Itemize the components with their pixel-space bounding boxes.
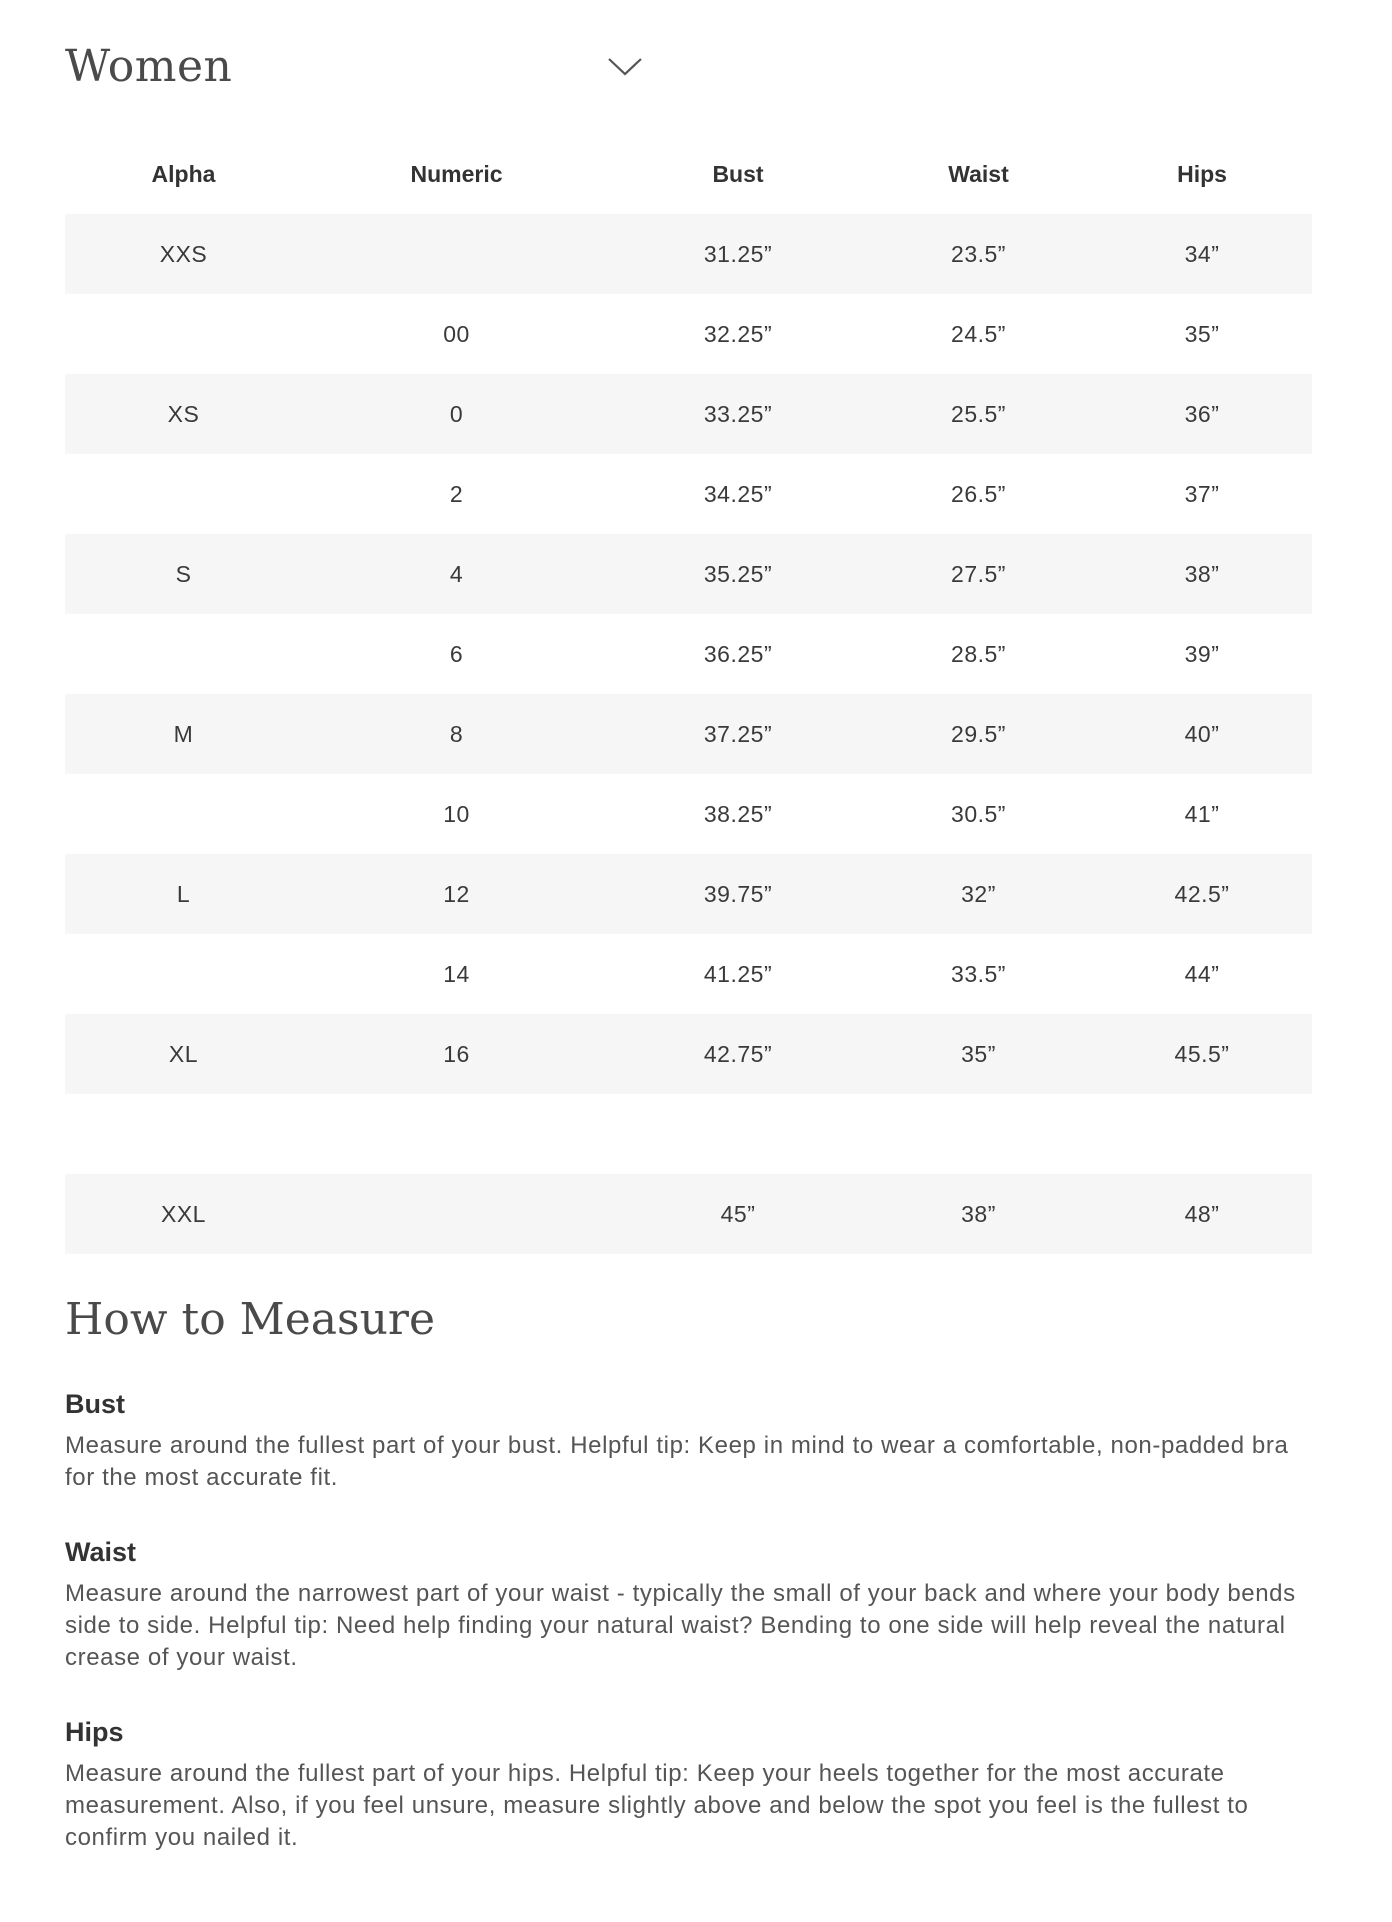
cell-hips bbox=[1092, 1094, 1312, 1174]
cell-alpha bbox=[65, 774, 302, 854]
table-row bbox=[65, 454, 1312, 534]
table-row bbox=[65, 774, 1312, 854]
cell-bust: 42.75” bbox=[611, 1014, 865, 1094]
cell-hips: 34” bbox=[1092, 214, 1312, 294]
cell-waist: 25.5” bbox=[865, 374, 1092, 454]
cell-waist bbox=[865, 1094, 1092, 1174]
cell-hips: 44” bbox=[1184, 960, 1220, 987]
cell-alpha: M bbox=[65, 694, 302, 774]
cell-numeric: 8 bbox=[302, 694, 611, 774]
cell-bust: 36.25” bbox=[703, 640, 773, 667]
waist-instructions: Measure around the narrowest part of your waist - typically the small of your back and where your body bends side to side. Helpful tip: Need help finding your natural waist? Bending to one side will help reveal the natural crease of your waist. bbox=[65, 1580, 1296, 1671]
cell-bust: 39.75” bbox=[611, 854, 865, 934]
cell-alpha bbox=[65, 614, 302, 694]
column-header-bust: Bust bbox=[712, 160, 764, 187]
cell-waist: 24.5” bbox=[951, 320, 1006, 347]
cell-hips: 42.5” bbox=[1092, 854, 1312, 934]
table-row bbox=[65, 854, 1312, 934]
cell-alpha bbox=[65, 454, 302, 534]
cell-waist: 29.5” bbox=[865, 694, 1092, 774]
cell-numeric: 16 bbox=[302, 1014, 611, 1094]
cell-alpha: XXS bbox=[65, 214, 302, 294]
cell-numeric: 12 bbox=[302, 854, 611, 934]
how-to-measure-title: How to Measure bbox=[65, 1294, 435, 1345]
table-row-empty bbox=[65, 1094, 1312, 1174]
cell-numeric: 2 bbox=[449, 480, 464, 507]
cell-hips: 37” bbox=[1184, 480, 1220, 507]
cell-numeric: 10 bbox=[443, 800, 470, 827]
table-row bbox=[65, 934, 1312, 1014]
cell-alpha: XL bbox=[65, 1014, 302, 1094]
cell-bust bbox=[611, 1094, 865, 1174]
cell-waist: 27.5” bbox=[865, 534, 1092, 614]
cell-waist: 33.5” bbox=[951, 960, 1006, 987]
cell-hips: 40” bbox=[1092, 694, 1312, 774]
cell-numeric: 00 bbox=[443, 320, 470, 347]
category-title: Women bbox=[65, 40, 233, 92]
cell-waist: 32” bbox=[865, 854, 1092, 934]
cell-bust: 37.25” bbox=[611, 694, 865, 774]
cell-bust: 31.25” bbox=[611, 214, 865, 294]
column-header-alpha: Alpha bbox=[151, 160, 216, 187]
cell-waist: 28.5” bbox=[951, 640, 1006, 667]
cell-hips: 38” bbox=[1092, 534, 1312, 614]
cell-numeric bbox=[302, 1094, 611, 1174]
bust-heading: Bust bbox=[65, 1389, 125, 1419]
cell-alpha: XXL bbox=[65, 1174, 302, 1254]
table-row bbox=[65, 694, 1312, 774]
cell-numeric: 6 bbox=[449, 640, 464, 667]
table-row bbox=[65, 614, 1312, 694]
cell-bust: 38.25” bbox=[703, 800, 773, 827]
cell-alpha: S bbox=[65, 534, 302, 614]
cell-bust: 32.25” bbox=[703, 320, 773, 347]
hips-instructions: Measure around the fullest part of your hips. Helpful tip: Keep your heels together for the most accurate measurement. Also, if you feel unsure, measure slightly above and below the spot you feel is the fullest to confirm you nailed it. bbox=[65, 1760, 1249, 1851]
cell-waist: 30.5” bbox=[951, 800, 1006, 827]
cell-waist: 23.5” bbox=[865, 214, 1092, 294]
table-row bbox=[65, 1174, 1312, 1254]
table-header-row bbox=[65, 134, 1312, 214]
bust-instructions: Measure around the fullest part of your bust. Helpful tip: Keep in mind to wear a comfortable, non-padded bra for the most accurate fit. bbox=[65, 1432, 1289, 1491]
cell-alpha bbox=[65, 1094, 302, 1174]
table-row bbox=[65, 294, 1312, 374]
table-row bbox=[65, 214, 1312, 294]
cell-bust: 41.25” bbox=[703, 960, 773, 987]
cell-numeric bbox=[302, 214, 611, 294]
cell-bust: 45” bbox=[611, 1174, 865, 1254]
size-chart-table bbox=[65, 134, 1312, 1254]
cell-alpha bbox=[65, 294, 302, 374]
hips-heading: Hips bbox=[65, 1717, 124, 1747]
cell-bust: 35.25” bbox=[611, 534, 865, 614]
table-row bbox=[65, 374, 1312, 454]
cell-hips: 39” bbox=[1184, 640, 1220, 667]
chevron-down-icon[interactable] bbox=[607, 54, 643, 78]
table-row bbox=[65, 534, 1312, 614]
cell-bust: 34.25” bbox=[703, 480, 773, 507]
cell-hips: 48” bbox=[1092, 1174, 1312, 1254]
cell-waist: 35” bbox=[865, 1014, 1092, 1094]
cell-alpha bbox=[65, 934, 302, 1014]
table-row bbox=[65, 1014, 1312, 1094]
column-header-numeric: Numeric bbox=[410, 160, 503, 187]
cell-numeric bbox=[302, 1174, 611, 1254]
cell-alpha: L bbox=[65, 854, 302, 934]
category-dropdown[interactable] bbox=[65, 36, 595, 96]
column-header-waist: Waist bbox=[948, 160, 1009, 187]
cell-numeric: 0 bbox=[302, 374, 611, 454]
cell-waist: 38” bbox=[865, 1174, 1092, 1254]
how-to-measure-section bbox=[65, 1290, 1312, 1894]
cell-waist: 26.5” bbox=[951, 480, 1006, 507]
cell-numeric: 4 bbox=[302, 534, 611, 614]
cell-alpha: XS bbox=[65, 374, 302, 454]
column-header-hips: Hips bbox=[1177, 160, 1227, 187]
cell-bust: 33.25” bbox=[611, 374, 865, 454]
cell-hips: 45.5” bbox=[1092, 1014, 1312, 1094]
cell-hips: 36” bbox=[1092, 374, 1312, 454]
cell-hips: 41” bbox=[1184, 800, 1220, 827]
cell-hips: 35” bbox=[1184, 320, 1220, 347]
waist-heading: Waist bbox=[65, 1537, 137, 1567]
cell-numeric: 14 bbox=[443, 960, 470, 987]
